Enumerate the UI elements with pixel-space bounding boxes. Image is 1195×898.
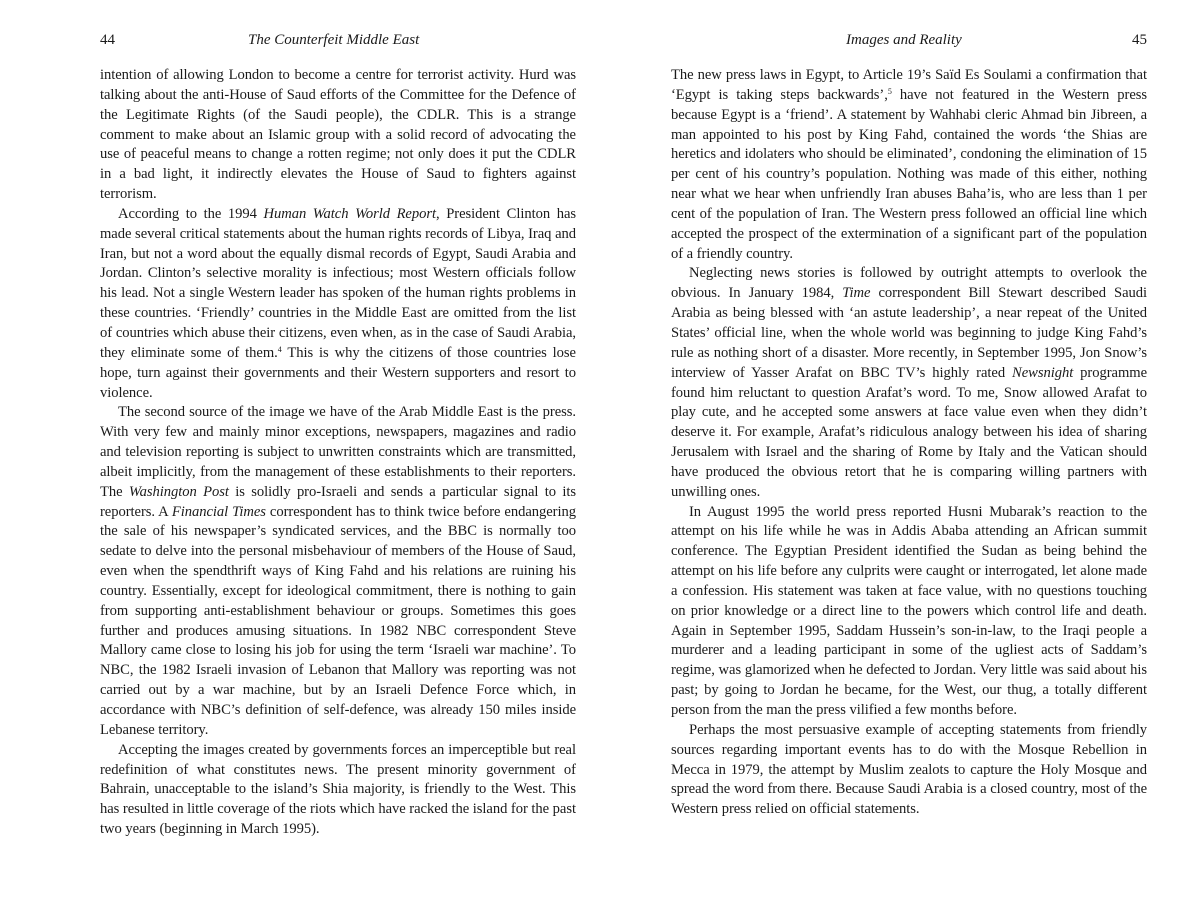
- paragraph: intention of allowing London to become a centre for terrorist activity. Hurd was talking about the anti-House of Saud efforts of the Committee for the Defence of the Legitimate Rights (of the Saudi people), the CDLR. This is a strange comment to make about an Islamic group with a solid record of advocating the use of peaceful means to change a rotten regime; not only does it put the CDLR in a bad light, it indirectly elevates the House of Saud to fighters against terrorism.: [100, 67, 576, 203]
- text-run: The new press laws in Egypt, to Article 19’s Saïd Es Soulami a confirmation that ‘Egypt is taking steps backwards’,: [671, 67, 1147, 103]
- text-run: Neglecting news stories is followed by outright attempts to overlook the obvious. In January 1984,: [671, 265, 1147, 302]
- text-run: correspondent has to think twice before endangering the sale of his newspaper’s syndicated services, and the BBC is normally too sedate to delve into the personal misbehaviour of members of the House of Saud, even when the spendthrift ways of King Fahd and his relations are ruining his country. Essentially, except for ideological commitment, there is nothing to gain from supporting anti-establishment behaviour or groups. Sometimes this goes further and produces amusing situations. In 1982 NBC correspondent Steve Mallory came close to losing his job for using the term ‘Israeli war machine’. To NBC, the 1982 Israeli invasion of Lebanon that Mallory was reporting was not carried out by a war machine, but by an Israeli Defence Force which, in accordance with NBC’s definition of self-defence, was already 150 miles inside Lebanese territory.: [100, 503, 576, 738]
- italic-title: Washington Post: [128, 483, 229, 500]
- running-head: [100, 32, 576, 54]
- paragraph: [671, 66, 1147, 264]
- paragraph: [100, 205, 576, 403]
- text-run: According to the 1994: [118, 205, 264, 222]
- italic-title: Financial Times: [171, 503, 266, 520]
- text-run: correspondent Bill Stewart described Saudi Arabia as being blessed with ‘an astute leadership’, a near repeat of the United States’ official line, when the whole world was beginning to judge King Fahd’s rule as nothing short of a disaster. More recently, in September 1995, Jon Snow’s interview of Yasser Arafat on BBC TV’s highly rated: [671, 285, 1147, 381]
- text-run: , President Clinton has made several critical statements about the human rights records of Libya, Iraq and Iran, but not a word about the equally dismal records of Egypt, Saudi Arabia and Jordan. Clinton’s selective morality is infectious; most Western officials follow his lead. Not a single Western leader has spoken of the human rights problems in these countries. ‘Friendly’ countries in the Middle East are omitted from the list of countries which abuse their citizens, even when, as in the case of Saudi Arabia, they eliminate some of them.: [100, 205, 576, 361]
- paragraph: In August 1995 the world press reported Husni Mubarak’s reaction to the attempt on his life while he was in Addis Ababa attending an African summit conference. The Egyptian President identified the Sudan as being behind the attempt on his life before any culprits were caught or interrogated, let alone made a confession. His statement was taken at face value, with no questions touching on prior knowledge or a direct line to the powers which control life and death. Again in September 1995, Saddam Hussein’s son-in-law, to the Iraqi people a murderer and a leading participant in some of the ugliest acts of Saddam’s regime, was glamorized when he defected to Jordan. Very little was said about his past; by going to Jordan he became, for the West, our thug, a totally different person from the man the press vilified a few months before.: [671, 503, 1147, 718]
- running-title: Images and Reality: [846, 32, 962, 48]
- page-number: 44: [100, 32, 115, 48]
- running-head: [671, 32, 1147, 54]
- footnote-marker: 4: [277, 344, 282, 354]
- text-run: programme found him reluctant to question Arafat’s word. To me, Snow allowed Arafat to play cute, and he accepted some answers at face value even when they didn’t deserve it. For example, Arafat’s ridiculous analogy between his idea of sharing Jerusalem with Israel and the sharing of Rome by Italy and the Vatican should have produced the obvious retort that he is comparing willing partners with unwilling ones.: [671, 364, 1148, 500]
- text-run: The second source of the image we have of the Arab Middle East is the press. With very few and mainly minor exceptions, newspapers, magazines and radio and television reporting is subject to unwritten constraints which are transmitted, albeit implicitly, from the management of these establishments to their reporters. The: [100, 404, 576, 500]
- paragraph: Accepting the images created by governments forces an imperceptible but real redefinition of what constitutes news. The present minority government of Bahrain, unacceptable to the island’s Shia majority, is friendly to the West. This has resulted in little coverage of the riots which have racked the island for the past two years (beginning in March 1995).: [100, 741, 576, 838]
- paragraph: Perhaps the most persuasive example of accepting statements from friendly sources regarding important events has to do with the Mosque Rebellion in Mecca in 1979, the attempt by Muslim zealots to capture the Holy Mosque and spread the word from there. Because Saudi Arabia is a closed country, most of the Western press relied on official statements.: [671, 721, 1147, 818]
- italic-title: Time: [842, 285, 871, 302]
- body-text: [100, 66, 576, 840]
- body-text: [671, 66, 1147, 820]
- running-title: The Counterfeit Middle East: [248, 32, 420, 48]
- paragraph: [671, 264, 1147, 502]
- italic-title: Newsnight: [1012, 364, 1074, 381]
- footnote-marker: 5: [887, 86, 892, 96]
- text-run: have not featured in the Western press because Egypt is a ‘friend’. A statement by Wahhabi cleric Ahmad bin Jibreen, a man appointed to his post by King Fahd, contained the words ‘the Shias are heretics and idolaters who should be eliminated’, condoning the elimination of 15 per cent of his country’s population. Nothing was made of this either, nothing near what we hear when unfriendly Iran abuses Baha’is, who are less than 1 per cent of the population of Iran. The Western press followed an official line which accepted the prospect of the extermination of a significant part of the population of a friendly country.: [671, 86, 1148, 262]
- paragraph: [100, 403, 576, 740]
- text-run: This is why the citizens of those countries lose hope, turn against their governments and their Western supporters and resort to violence.: [100, 344, 576, 401]
- page-number: 45: [1132, 32, 1147, 48]
- italic-title: Human Watch World Report: [263, 205, 436, 222]
- text-run: is solidly pro-Israeli and sends a particular signal to its reporters. A: [100, 483, 576, 520]
